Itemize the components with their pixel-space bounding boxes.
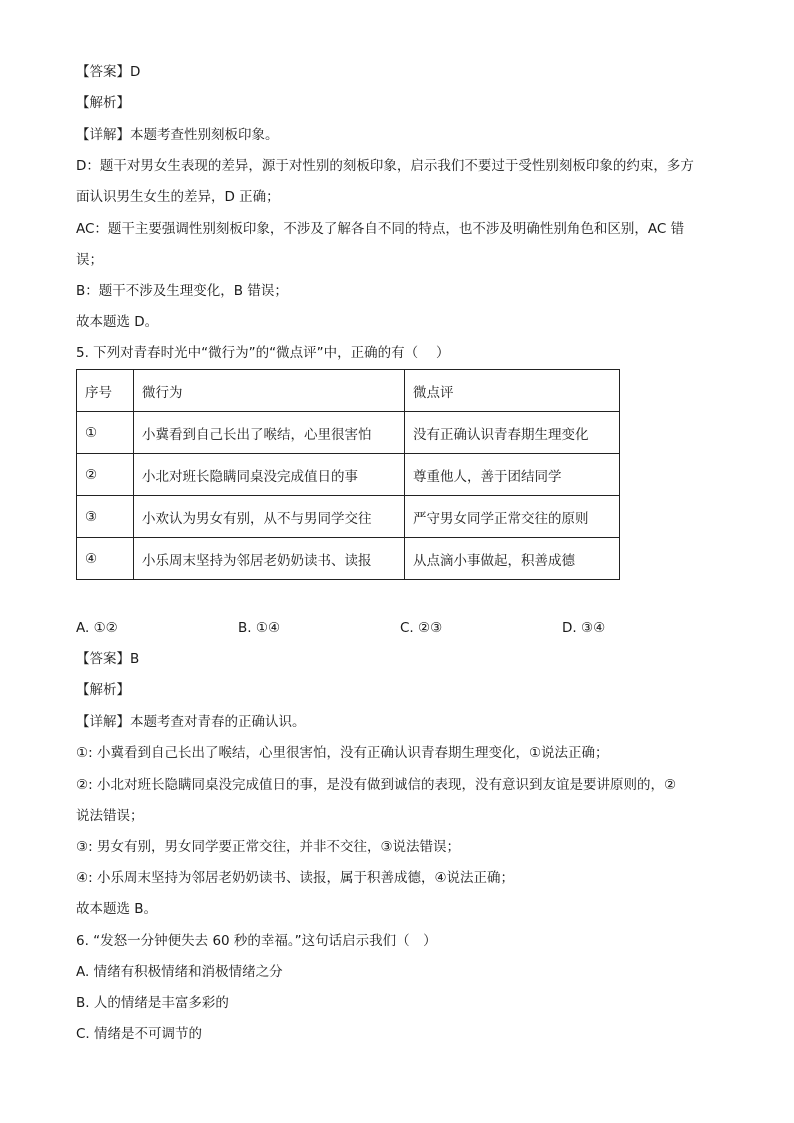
option-a: A. ①② — [76, 620, 118, 636]
table-header-row — [77, 370, 620, 412]
table-cell: ④ — [77, 538, 134, 580]
line-answer-1: 【答案】D — [76, 64, 141, 80]
table-header: 微行为 — [134, 370, 405, 412]
line-detail-1: 【详解】本题考查性别刻板印象。 — [76, 127, 279, 143]
line-item-1: ①: 小冀看到自己长出了喉结，心里很害怕，没有正确认识青春期生理变化，①说法正确； — [76, 745, 609, 761]
line-item-3: ③: 男女有别，男女同学要正常交往，并非不交往，③说法错误； — [76, 839, 461, 855]
option-b: B. ①④ — [238, 620, 281, 636]
line-analysis-1: 【解析】 — [76, 95, 130, 111]
table-cell: 没有正确认识青春期生理变化 — [405, 412, 620, 454]
table-cell: 尊重他人，善于团结同学 — [405, 454, 620, 496]
table-header: 微点评 — [405, 370, 620, 412]
line-ac-explain-cont: 误； — [76, 252, 103, 268]
table-cell: 小冀看到自己长出了喉结，心里很害怕 — [134, 412, 405, 454]
question-6-option-b: B. 人的情绪是丰富多彩的 — [76, 995, 229, 1011]
table-cell: 严守男女同学正常交往的原则 — [405, 496, 620, 538]
option-c: C. ②③ — [400, 620, 443, 636]
table-row — [77, 454, 620, 496]
line-item-2-cont: 说法错误； — [76, 808, 144, 824]
question-5-table — [76, 369, 620, 580]
table-header: 序号 — [77, 370, 134, 412]
table-row — [77, 496, 620, 538]
question-6-option-c: C. 情绪是不可调节的 — [76, 1026, 203, 1042]
table-cell: ① — [77, 412, 134, 454]
table-cell: 从点滴小事做起，积善成德 — [405, 538, 620, 580]
table-cell: ③ — [77, 496, 134, 538]
table-cell: 小北对班长隐瞒同桌没完成值日的事 — [134, 454, 405, 496]
question-6: 6. “发怒一分钟便失去 60 秒的幸福。”这句话启示我们（ ） — [76, 933, 437, 949]
table-cell: 小欢认为男女有别，从不与男同学交往 — [134, 496, 405, 538]
question-6-option-a: A. 情绪有积极情绪和消极情绪之分 — [76, 964, 283, 980]
line-conclusion-1: 故本题选 D。 — [76, 314, 159, 330]
line-item-4: ④: 小乐周末坚持为邻居老奶奶读书、读报，属于积善成德，④说法正确； — [76, 870, 515, 886]
question-5: 5. 下列对青春时光中“微行为”的“微点评”中，正确的有（ ） — [76, 345, 450, 361]
line-d-explain: D：题干对男女生表现的差异，源于对性别的刻板印象，启示我们不要过于受性别刻板印象的约束，多方 — [76, 158, 694, 174]
table-row — [77, 538, 620, 580]
line-ac-explain: AC：题干主要强调性别刻板印象，不涉及了解各自不同的特点，也不涉及明确性别角色和区别，AC 错 — [76, 221, 685, 237]
table-cell: ② — [77, 454, 134, 496]
line-conclusion-2: 故本题选 B。 — [76, 901, 158, 917]
option-d: D. ③④ — [562, 620, 606, 636]
line-item-2: ②: 小北对班长隐瞒同桌没完成值日的事，是没有做到诚信的表现，没有意识到友谊是要讲原则的，② — [76, 777, 677, 793]
line-answer-2: 【答案】B — [76, 651, 140, 667]
line-analysis-2: 【解析】 — [76, 682, 130, 698]
table-row — [77, 412, 620, 454]
table-cell: 小乐周末坚持为邻居老奶奶读书、读报 — [134, 538, 405, 580]
line-d-explain-cont: 面认识男生女生的差异，D 正确； — [76, 189, 280, 205]
line-detail-2: 【详解】本题考查对青春的正确认识。 — [76, 714, 306, 730]
line-b-explain: B：题干不涉及生理变化，B 错误； — [76, 283, 288, 299]
